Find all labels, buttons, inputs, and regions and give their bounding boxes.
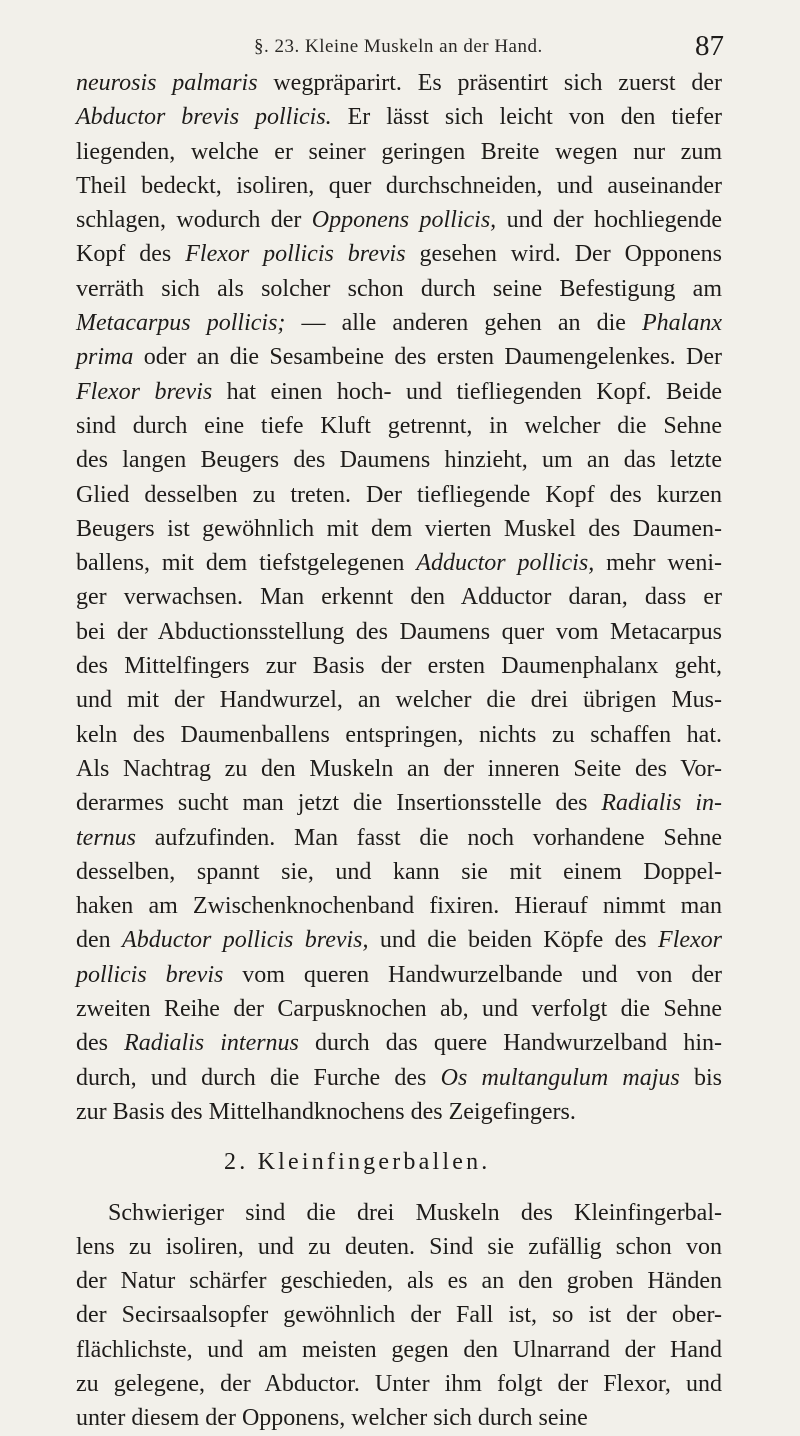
- text-run: flächlichste, und am meisten gegen den Ulnarrand der Hand: [76, 1336, 722, 1363]
- italic-term: prima: [76, 344, 134, 371]
- text-run: liegenden, welche er seiner geringen Breite wegen nur zum: [76, 138, 722, 165]
- text-run: durch, und durch die Furche des: [76, 1064, 441, 1091]
- text-run: und mit der Handwurzel, an welcher die drei übrigen Mus-: [76, 687, 722, 714]
- text-line: [76, 752, 722, 786]
- text-line: [76, 958, 722, 992]
- text-run: Schwieriger sind die drei Muskeln des Kleinfingerbal-: [108, 1199, 722, 1226]
- italic-term: Phalanx: [642, 310, 722, 337]
- text-run: wegpräparirt. Es präsentirt sich zuerst der: [257, 70, 722, 96]
- text-line: [76, 169, 722, 203]
- text-run: zu gelegene, der Abductor. Unter ihm folgt der Flexor, und: [76, 1370, 722, 1397]
- italic-term: pollicis brevis: [76, 961, 224, 988]
- text-run: zweiten Reihe der Carpusknochen ab, und verfolgt die Sehne: [76, 996, 722, 1023]
- text-line: [76, 375, 722, 409]
- paragraph-little-finger-ball: [76, 1196, 722, 1436]
- text-line: [76, 1061, 722, 1095]
- italic-term: neurosis palmaris: [76, 70, 258, 96]
- italic-term: Flexor pollicis brevis: [185, 241, 406, 268]
- text-run: und der hochliegende: [496, 207, 722, 234]
- text-run: Als Nachtrag zu den Muskeln an der inneren Seite des Vor-: [76, 755, 722, 782]
- text-line: [76, 272, 722, 306]
- text-line: [76, 340, 722, 374]
- text-run: ballens, mit dem tiefstgelegenen: [76, 550, 417, 577]
- text-line: [76, 615, 722, 649]
- text-line: [76, 855, 722, 889]
- text-line: [76, 1264, 722, 1298]
- text-line: [76, 443, 722, 477]
- italic-term: Radialis in-: [601, 790, 722, 817]
- text-line: [76, 306, 722, 340]
- text-line: [76, 786, 722, 820]
- text-run: den: [76, 927, 123, 954]
- text-run: des langen Beugers des Daumens hinzieht, um an das letzte: [76, 447, 722, 474]
- italic-term: Adductor pollicis,: [416, 550, 595, 577]
- italic-term: Abductor brevis pollicis.: [76, 104, 332, 131]
- text-run: zur Basis des Mittelhandknochens des Zeigefingers.: [76, 1098, 576, 1125]
- text-run: Kopf des: [76, 241, 186, 268]
- text-line: [76, 1026, 722, 1060]
- text-run: vom queren Handwurzelbande und von der: [223, 961, 722, 988]
- text-line: [76, 1230, 722, 1264]
- text-line: [76, 237, 722, 271]
- text-line: [76, 1367, 722, 1401]
- text-run: mehr weni-: [594, 550, 723, 577]
- text-line: [76, 1196, 722, 1230]
- italic-term: Abductor pollicis brevis,: [122, 927, 369, 954]
- text-line: [76, 1095, 722, 1129]
- text-run: Beugers ist gewöhnlich mit dem vierten Muskel des Daumen-: [76, 515, 722, 542]
- text-run: haken am Zwischenknochenband fixiren. Hierauf nimmt man: [76, 893, 722, 920]
- text-line: [76, 923, 722, 957]
- text-run: unter diesem der Opponens, welcher sich durch seine: [76, 1405, 588, 1432]
- text-run: durch das quere Handwurzelband hin-: [298, 1030, 723, 1057]
- italic-term: ternus: [76, 824, 136, 851]
- text-line: [76, 992, 722, 1026]
- text-run: aufzufinden. Man fasst die noch vorhandene Sehne: [136, 824, 722, 851]
- text-run: bei der Abductionsstellung des Daumens quer vom Metacarpus: [76, 618, 722, 645]
- italic-term: Metacarpus pollicis;: [76, 310, 286, 337]
- text-run: Glied desselben zu treten. Der tiefliegende Kopf des kurzen: [76, 481, 722, 508]
- text-line: [76, 821, 722, 855]
- text-line: [76, 580, 722, 614]
- text-line: [76, 683, 722, 717]
- text-run: Theil bedeckt, isoliren, quer durchschneiden, und auseinander: [76, 172, 722, 199]
- text-line: [76, 409, 722, 443]
- text-line: [76, 718, 722, 752]
- text-run: ger verwachsen. Man erkennt den Adductor daran, dass er: [76, 584, 722, 611]
- text-run: sind durch eine tiefe Kluft getrennt, in welcher die Sehne: [76, 412, 722, 439]
- text-run: der Natur schärfer geschieden, als es an den groben Händen: [76, 1268, 722, 1295]
- text-run: desselben, spannt sie, und kann sie mit einem Doppel-: [76, 858, 722, 885]
- italic-term: Radialis internus: [124, 1030, 299, 1057]
- book-page: [76, 0, 724, 1432]
- text-run: des Mittelfingers zur Basis der ersten Daumenphalanx geht,: [76, 653, 722, 680]
- text-line: [76, 649, 722, 683]
- text-line: [76, 546, 722, 580]
- text-run: — alle anderen gehen an die: [285, 310, 642, 337]
- paragraph-thumb-ball: [76, 66, 722, 1129]
- text-run: lens zu isoliren, und zu deuten. Sind sie zufällig schon von: [76, 1233, 722, 1260]
- text-run: Er lässt sich leicht von den tiefer: [331, 104, 722, 131]
- text-run: hat einen hoch- und tiefliegenden Kopf. Beide: [212, 378, 722, 405]
- text-run: des: [76, 1030, 125, 1057]
- text-run: oder an die Sesambeine des ersten Daumengelenkes. Der: [133, 344, 722, 371]
- text-line: [76, 100, 722, 134]
- body-text: [76, 66, 722, 1436]
- italic-term: Flexor brevis: [76, 378, 213, 405]
- text-run: keln des Daumenballens entspringen, nichts zu schaffen hat.: [76, 721, 722, 748]
- text-run: schlagen, wodurch der: [76, 207, 312, 234]
- text-line: [76, 66, 722, 100]
- text-run: gesehen wird. Der Opponens: [405, 241, 722, 268]
- text-line: [76, 135, 722, 169]
- running-head: [76, 16, 724, 62]
- italic-term: Flexor: [658, 927, 723, 954]
- section-heading: 2. Kleinfingerballen.: [224, 1149, 491, 1176]
- text-line: [76, 1401, 722, 1435]
- text-run: und die beiden Köpfe des: [368, 927, 659, 954]
- italic-term: Opponens pollicis,: [311, 207, 497, 234]
- italic-term: Os multangulum majus: [440, 1064, 680, 1091]
- text-line: [76, 203, 722, 237]
- text-run: verräth sich als solcher schon durch seine Befestigung am: [76, 275, 722, 302]
- text-line: [76, 1298, 722, 1332]
- text-run: derarmes sucht man jetzt die Insertionsstelle des: [76, 790, 602, 817]
- page-number: 87: [695, 30, 724, 62]
- text-line: [76, 478, 722, 512]
- running-title: §. 23. Kleine Muskeln an der Hand.: [254, 36, 543, 57]
- text-line: [76, 512, 722, 546]
- text-run: der Secirsaalsopfer gewöhnlich der Fall ist, so ist der ober-: [76, 1302, 722, 1329]
- text-line: [76, 889, 722, 923]
- text-run: bis: [679, 1064, 723, 1091]
